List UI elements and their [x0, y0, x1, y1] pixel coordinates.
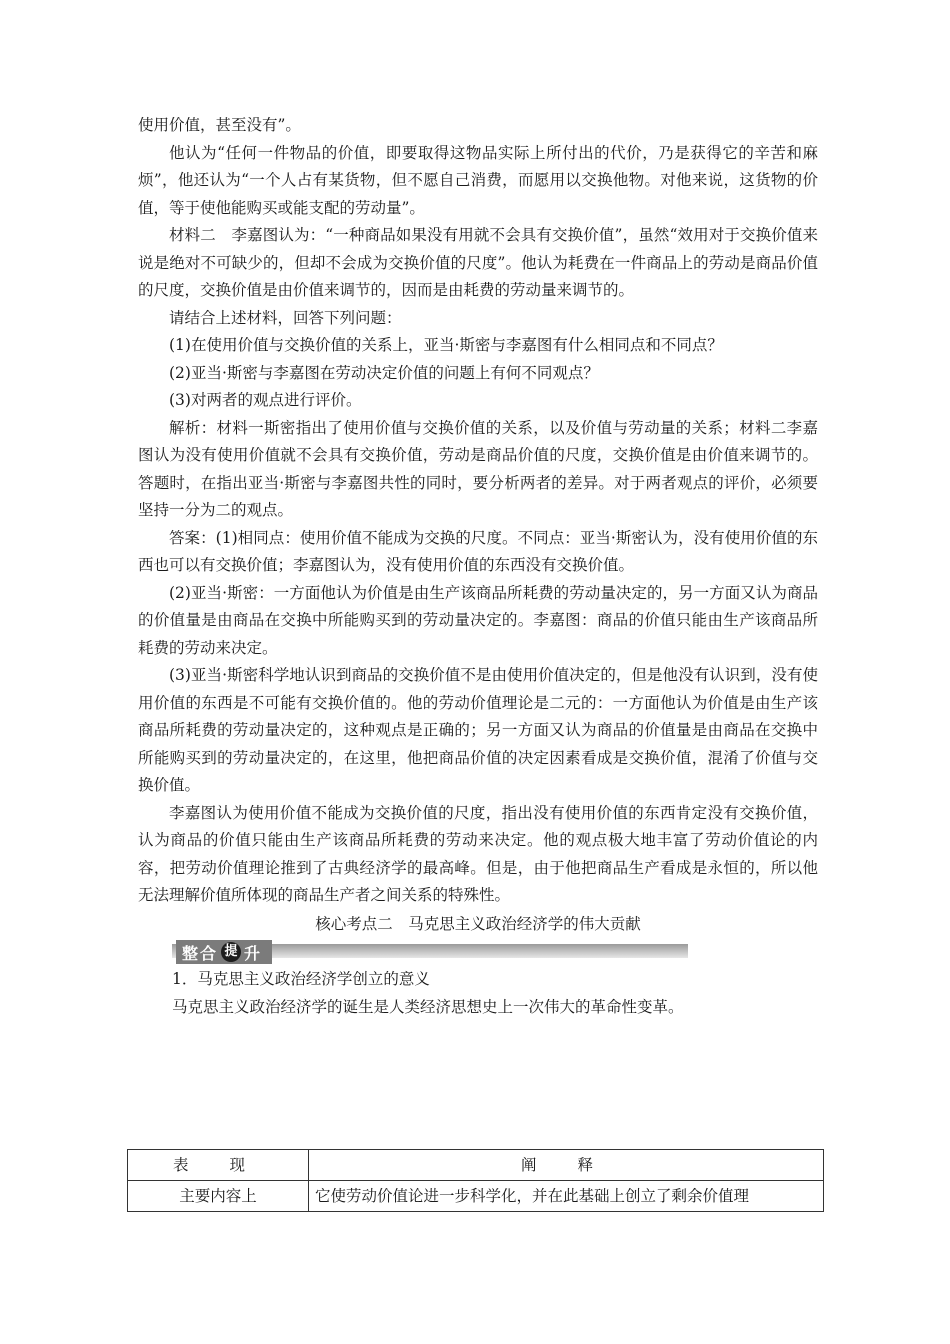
table-header-row: [128, 1150, 824, 1181]
answer-ricardo: 李嘉图认为使用价值不能成为交换价值的尺度，指出没有使用价值的东西肯定没有交换价值，认为商品的价值只能由生产该商品所耗费的劳动来决定。他的观点极大地丰富了劳动价值论的内容，把劳动价值理论推到了古典经济学的最高峰。但是，由于他把商品生产看成是永恒的，所以他无法理解价值所体现的商品生产者之间关系的特殊性。: [138, 803, 818, 904]
table-row: [128, 1181, 824, 1212]
intro-paragraph: 马克思主义政治经济学的诞生是人类经济思想史上一次伟大的革命性变革。: [172, 997, 684, 1016]
subheading: 1．马克思主义政治经济学创立的意义: [172, 970, 430, 988]
integration-banner: [172, 940, 688, 966]
table-cell-aspect: 主要内容上: [128, 1181, 309, 1212]
question-2: (2)亚当·斯密与李嘉图在劳动决定价值的问题上有何不同观点？: [169, 363, 599, 382]
banner-text-part1: 整合: [182, 943, 219, 963]
table-cell-explanation: 它使劳动价值论进一步科学化，并在此基础上创立了剩余价值理: [309, 1181, 824, 1212]
question-3: (3)对两者的观点进行评价。: [169, 391, 362, 409]
banner-text-part2: 升: [244, 943, 263, 963]
significance-table: [127, 1149, 824, 1212]
document-body: [138, 112, 818, 1021]
paragraph-smith-view: 他认为“任何一件物品的价值，即要取得这物品实际上所付出的代价，乃是获得它的辛苦和麻烦”，他还认为“一个人占有某货物，但不愿自己消费，而愿用以交换他物。对他来说，这货物的价值，等于使他能购买或能支配的劳动量”。: [138, 143, 818, 217]
answer-3: (3)亚当·斯密科学地认识到商品的交换价值不是由使用价值决定的，但是他没有认识到，没有使用价值的东西是不可能有交换价值的。他的劳动价值理论是二元的：一方面他认为价值是由生产该商品所耗费的劳动量决定的，这种观点是正确的；另一方面又认为商品的价值量是由商品在交换中所能购买到的劳动量决定的，在这里，他把商品价值的决定因素看成是交换价值，混淆了价值与交换价值。: [138, 666, 818, 794]
banner-circle-badge: 提: [221, 942, 241, 962]
answer-1: 答案：(1)相同点：使用价值不能成为交换的尺度。不同点：亚当·斯密认为，没有使用价值的东西也可以有交换价值；李嘉图认为，没有使用价值的东西没有交换价值。: [138, 528, 818, 574]
table-header-performance: 表 现: [128, 1150, 309, 1181]
analysis-paragraph: 解析：材料一斯密指出了使用价值与交换价值的关系，以及价值与劳动量的关系；材料二李嘉图认为没有使用价值就不会具有交换价值，劳动是商品价值的尺度，交换价值是由价值来调节的。答题时，在指出亚当·斯密与李嘉图共性的同时，要分析两者的差异。对于两者观点的评价，必须要坚持一分为二的观点。: [138, 418, 818, 519]
paragraph-instruction: 请结合上述材料，回答下列问题：: [169, 308, 402, 327]
paragraph-material-two: 材料二 李嘉图认为：“一种商品如果没有用就不会具有交换价值”，虽然“效用对于交换价值来说是绝对不可缺少的，但却不会成为交换价值的尺度”。他认为耗费在一件商品上的劳动是商品价值的尺度，交换价值是由价值来调节的，因而是由耗费的劳动量来调节的。: [138, 226, 818, 299]
table-header-explanation: 阐 释: [309, 1150, 824, 1181]
section-title: 核心考点二 马克思主义政治经济学的伟大贡献: [315, 914, 641, 933]
question-1: (1)在使用价值与交换价值的关系上，亚当·斯密与李嘉图有什么相同点和不同点？: [169, 336, 723, 354]
banner-label: [176, 940, 272, 964]
paragraph-continued: 使用价值，甚至没有”。: [138, 116, 301, 134]
answer-2: (2)亚当·斯密：一方面他认为价值是由生产该商品所耗费的劳动量决定的，另一方面又认为商品的价值量是由商品在交换中所能购买到的劳动量决定的。李嘉图：商品的价值只能由生产该商品所耗费的劳动来决定。: [138, 583, 818, 657]
